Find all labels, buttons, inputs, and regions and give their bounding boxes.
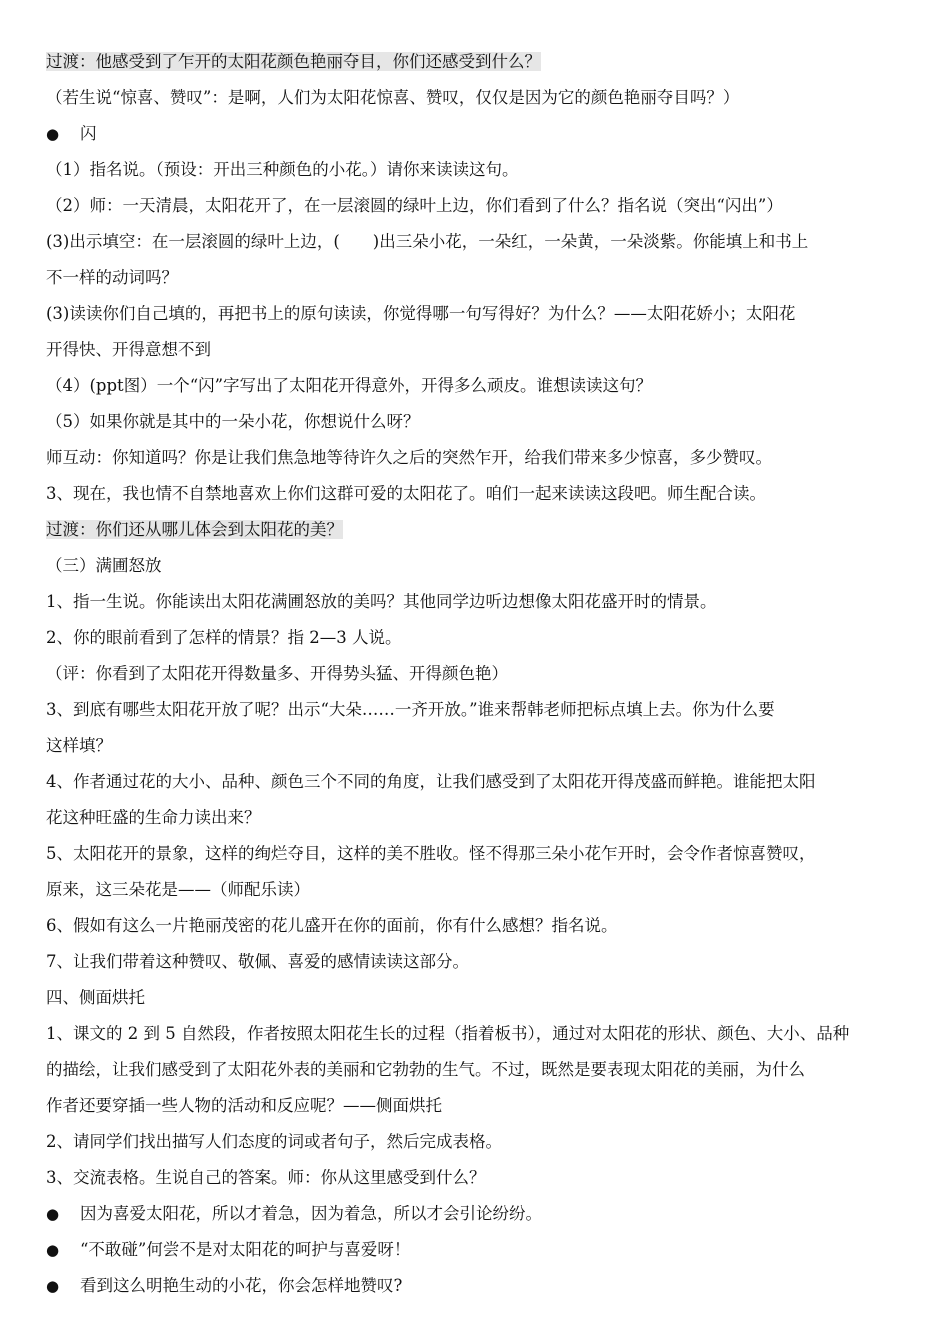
section-heading: （三）满圃怒放 <box>46 556 162 575</box>
bullet-text: 因为喜爱太阳花，所以才着急，因为着急，所以才会引论纷纷。 <box>80 1204 542 1223</box>
section-heading: 四、侧面烘托 <box>46 988 145 1007</box>
text-line: 作者还要穿插一些人物的活动和反应呢？——侧面烘托 <box>46 1096 442 1115</box>
text-line: 1、课文的 2 到 5 自然段，作者按照太阳花生长的过程（指着板书），通过对太阳花的形状、颜色、大小、品种 <box>46 1024 850 1043</box>
text-line: （若生说“惊喜、赞叹”：是啊，人们为太阳花惊喜、赞叹，仅仅是因为它的颜色艳丽夺目吗？） <box>46 88 740 107</box>
text-line <box>46 44 910 80</box>
text-line: 6、假如有这么一片艳丽茂密的花儿盛开在你的面前，你有什么感想？指名说。 <box>46 916 618 935</box>
bullet-icon <box>46 1268 80 1304</box>
bullet-item <box>46 116 910 152</box>
text-line: 5、太阳花开的景象，这样的绚烂夺目，这样的美不胜收。怪不得那三朵小花乍开时，会令作者惊喜赞叹， <box>46 844 816 863</box>
text-line: (3)读读你们自己填的，再把书上的原句读读，你觉得哪一句写得好？为什么？——太阳花娇小；太阳花 <box>46 304 796 323</box>
bullet-text: 看到这么明艳生动的小花，你会怎样地赞叹? <box>80 1276 403 1295</box>
text-line: 2、请同学们找出描写人们态度的词或者句子，然后完成表格。 <box>46 1132 502 1151</box>
text-line: 师互动：你知道吗？你是让我们焦急地等待许久之后的突然乍开，给我们带来多少惊喜，多少赞叹。 <box>46 448 772 467</box>
text-line: （5）如果你就是其中的一朵小花，你想说什么呀？ <box>46 412 420 431</box>
text-line: 2、你的眼前看到了怎样的情景？指 2—3 人说。 <box>46 628 402 647</box>
text-line: 7、让我们带着这种赞叹、敬佩、喜爱的感情读读这部分。 <box>46 952 469 971</box>
text-line: （4）(ppt图）一个“闪”字写出了太阳花开得意外，开得多么顽皮。谁想读读这句？ <box>46 376 653 395</box>
text-line: 花这种旺盛的生命力读出来？ <box>46 808 261 827</box>
text-line: 1、指一生说。你能读出太阳花满圃怒放的美吗？其他同学边听边想像太阳花盛开时的情景。 <box>46 592 717 611</box>
text-line: 不一样的动词吗？ <box>46 268 178 287</box>
text-line: 的描绘，让我们感受到了太阳花外表的美丽和它勃勃的生气。不过，既然是要表现太阳花的美丽，为什么 <box>46 1060 805 1079</box>
text-line: 3、到底有哪些太阳花开放了呢？出示“大朵……一齐开放。”谁来帮韩老师把标点填上去。你为什么要 <box>46 700 775 719</box>
bullet-icon <box>46 116 80 152</box>
text-line: （2）师：一天清晨，太阳花开了，在一层滚圆的绿叶上边，你们看到了什么？指名说（突出“闪出”） <box>46 196 783 215</box>
bullet-icon <box>46 1196 80 1232</box>
transition-highlight: 过渡：他感受到了乍开的太阳花颜色艳丽夺目，你们还感受到什么？ <box>46 52 541 71</box>
text-line: （1）指名说。（预设：开出三种颜色的小花。）请你来读读这句。 <box>46 160 519 179</box>
bullet-item <box>46 1196 910 1232</box>
text-line: 3、交流表格。生说自己的答案。师：你从这里感受到什么？ <box>46 1168 486 1187</box>
bullet-text: “不敢碰”何尝不是对太阳花的呵护与喜爱呀！ <box>80 1240 411 1259</box>
text-line: 原来，这三朵花是——（师配乐读） <box>46 880 310 899</box>
text-line: 这样填？ <box>46 736 112 755</box>
text-line <box>46 512 910 548</box>
text-line: 3、现在，我也情不自禁地喜欢上你们这群可爱的太阳花了。咱们一起来读读这段吧。师生配合读。 <box>46 484 766 503</box>
bullet-text: 闪 <box>80 124 97 143</box>
text-line: 开得快、开得意想不到 <box>46 340 211 359</box>
bullet-item <box>46 1268 910 1304</box>
transition-highlight: 过渡：你们还从哪儿体会到太阳花的美？ <box>46 520 343 539</box>
bullet-item <box>46 1232 910 1268</box>
text-line: 4、作者通过花的大小、品种、颜色三个不同的角度，让我们感受到了太阳花开得茂盛而鲜艳。谁能把太阳 <box>46 772 816 791</box>
text-line: （评：你看到了太阳花开得数量多、开得势头猛、开得颜色艳） <box>46 664 508 683</box>
bullet-icon <box>46 1232 80 1268</box>
text-line: (3)出示填空：在一层滚圆的绿叶上边，( )出三朵小花，一朵红，一朵黄，一朵淡紫。你能填上和书上 <box>46 232 809 251</box>
